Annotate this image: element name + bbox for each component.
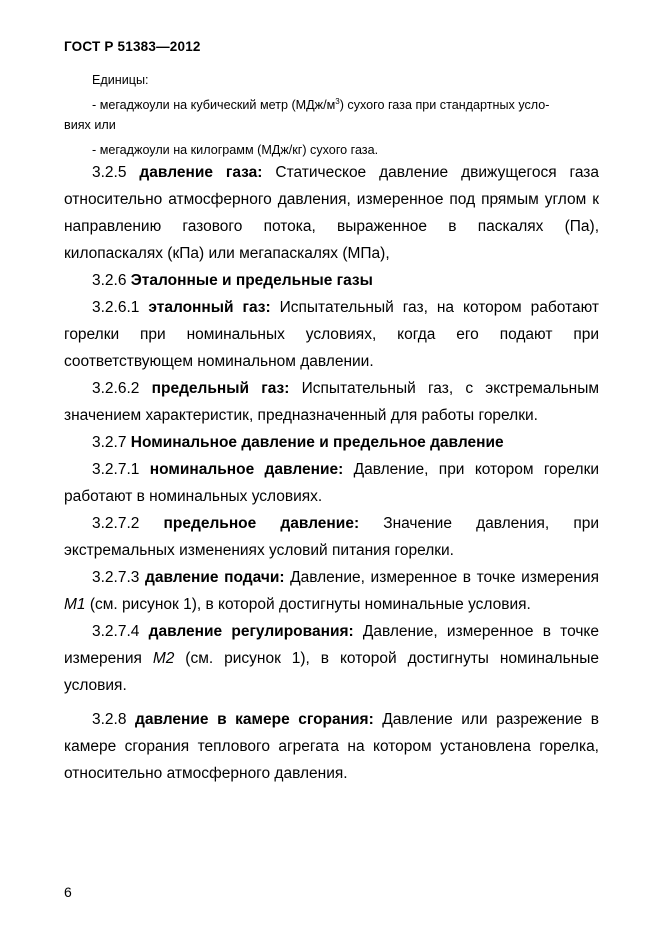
clause-3-2-5: 3.2.5 давление газа: Статическое давление движущегося газа относительно атмосферного давления, измеренное под прямым углом к направлению газового потока, выраженное в паскалях (Па), килопаскалях (кПа) или мегапаскалях (МПа), [64,164,600,262]
clause-3-2-6: 3.2.6 Эталонные и предельные газы [92,272,373,289]
document-body [64,159,599,787]
page-number: 6 [64,884,72,900]
clause-3-2-6-1: 3.2.6.1 эталонный газ: Испытательный газ, на котором работают горелки при номинальных условиях, когда его подают при соответствующем номинальном давлении. [64,299,599,370]
units-item-1-cont: виях или [64,118,116,132]
units-title: Единицы: [92,73,149,87]
clause-3-2-6-2: 3.2.6.2 предельный газ: Испытательный газ, с экстремальным значением характеристик, предназначенный для работы горелки. [64,380,599,424]
units-item-2: - мегаджоули на килограмм (МДж/кг) сухого газа. [92,143,379,157]
clause-3-2-7-4: 3.2.7.4 давление регулирования: Давление, измеренное в точке измерения М2 (см. рисунок 1), в которой достигнуты номинальные условия. [64,623,600,694]
document-header: ГОСТ Р 51383—2012 [64,39,201,54]
units-item-1: - мегаджоули на кубический метр $(МДж/м^3)$ сухого газа при стандартных усло- [92,96,550,112]
clause-3-2-7-1: 3.2.7.1 номинальное давление: Давление, при котором горелки работают в номинальных условиях. [64,461,600,505]
clause-3-2-7-2: 3.2.7.2 предельное давление: Значение давления, при экстремальных изменениях условий питания горелки. [64,515,599,559]
clause-3-2-7-3: 3.2.7.3 давление подачи: Давление, измеренное в точке измерения М1 (см. рисунок 1), в которой достигнуты номинальные условия. [64,569,599,613]
clause-3-2-7: 3.2.7 Номинальное давление и предельное давление [92,434,504,451]
clause-3-2-8: 3.2.8 давление в камере сгорания: Давление или разрежение в камере сгорания теплового агрегата на котором установлена горелка, относительно атмосферного давления. [64,711,599,782]
